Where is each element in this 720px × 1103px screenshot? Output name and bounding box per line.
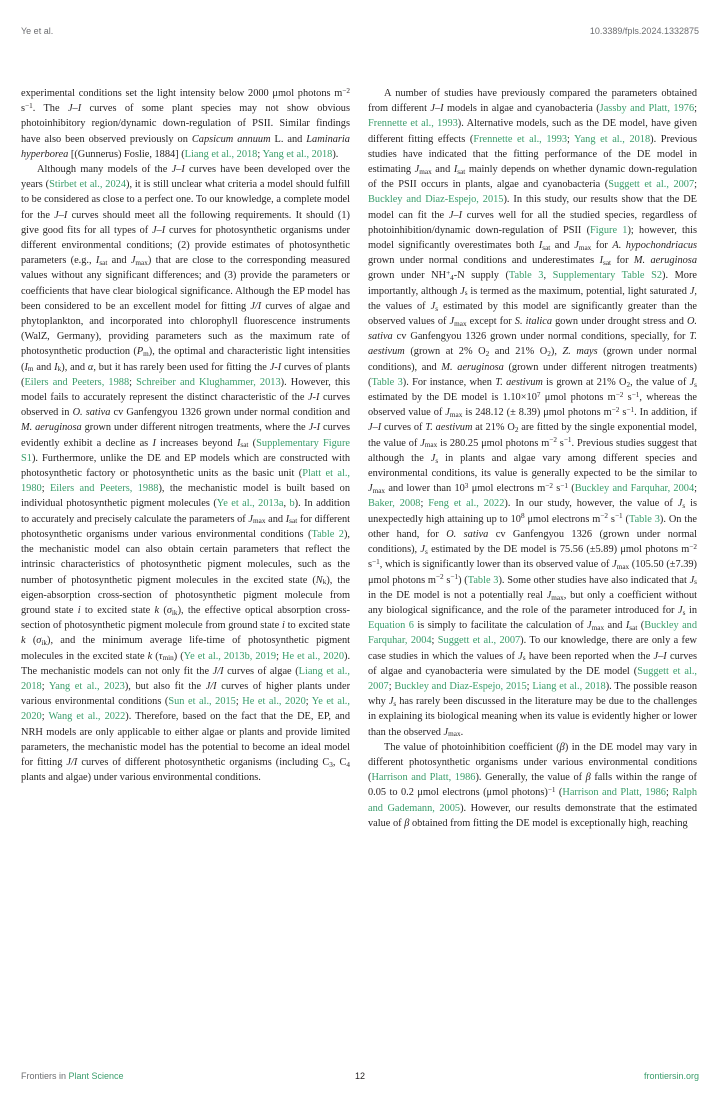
paragraph: experimental conditions set the light intensity below 2000 μmol photons $m^{-2}$ $s^{-1}$. The J–I curves of some plant species may not show obvious photoinhibitory region/dynamic down-regulation of PSII. Similar findings have also been observed previously on Capsicum annuum L. and Laminaria hyperborea [(Gunnerus) Foslie, 1884] (Liang et al., 2018; Yang et al., 2018). bbox=[21, 86, 350, 160]
citation-link[interactable]: Harrison and Platt, 1986 bbox=[371, 772, 476, 784]
citation-link[interactable]: Suggett et al., 2007 bbox=[368, 665, 697, 692]
citation-link[interactable]: Baker, 2008 bbox=[368, 498, 421, 510]
paragraph: The value of photoinhibition coefficient (β) in the DE model may vary in different photosynthetic organisms under various environmental conditions (Harrison and Platt, 1986). Generally, the value of β falls within the range of 0.05 to 0.2 μmol electrons (μmol photons)$^{-1}$ (Harrison and Platt, 1986; Ralph and Gademann, 2005). However, our results demonstrate that the estimated value of β obtained from fitting the DE model is exceptionally high, reaching bbox=[368, 741, 698, 829]
citation-link[interactable]: Ralph and Gademann, 2005 bbox=[368, 787, 697, 814]
citation-link[interactable]: Table 2 bbox=[311, 528, 344, 540]
citation-link[interactable]: Yang et al., 2018 bbox=[574, 133, 651, 145]
citation-link[interactable]: Suggett et al., 2007 bbox=[437, 635, 521, 647]
citation-link[interactable]: Frennette et al., 1993 bbox=[473, 133, 568, 145]
citation-link[interactable]: Ye et al., 2013a bbox=[216, 498, 284, 510]
footer-site-link[interactable]: frontiersin.org bbox=[643, 1071, 699, 1081]
citation-link[interactable]: Wang et al., 2022 bbox=[48, 711, 126, 723]
citation-link[interactable]: Table 3 bbox=[371, 376, 403, 388]
citation-link[interactable]: Yang et al., 2023 bbox=[48, 680, 125, 692]
citation-link[interactable]: Suggett et al., 2007 bbox=[608, 179, 695, 191]
citation-link[interactable]: Buckley and Diaz-Espejo, 2015 bbox=[394, 680, 527, 692]
citation-link[interactable]: Sun et al., 2015 bbox=[168, 696, 236, 708]
citation-link[interactable]: Frennette et al., 1993 bbox=[368, 118, 458, 130]
citation-link[interactable]: He et al., 2020 bbox=[242, 696, 306, 708]
citation-link[interactable]: Stirbet et al., 2024 bbox=[49, 179, 126, 191]
citation-link[interactable]: Table 3 bbox=[628, 513, 660, 525]
citation-link[interactable]: Eilers and Peeters, 1988 bbox=[49, 483, 159, 495]
citation-link[interactable]: Yang et al., 2018 bbox=[262, 148, 333, 160]
page-number: 12 bbox=[354, 1071, 365, 1081]
header-doi: 10.3389/fpls.2024.1332875 bbox=[589, 26, 699, 36]
citation-link[interactable]: Supplementary Table S2 bbox=[552, 270, 662, 282]
header-authors: Ye et al. bbox=[21, 26, 54, 36]
citation-link[interactable]: Liang et al., 2018 bbox=[21, 665, 350, 692]
right-column bbox=[368, 86, 697, 831]
citation-link[interactable]: Liang et al., 2018 bbox=[532, 680, 606, 692]
citation-link[interactable]: b bbox=[289, 498, 295, 510]
citation-link[interactable]: Eilers and Peeters, 1988 bbox=[24, 376, 130, 388]
citation-link[interactable]: Platt et al., 1980 bbox=[21, 468, 350, 495]
citation-link[interactable]: Buckley and Farquhar, 2004 bbox=[574, 483, 695, 495]
citation-link[interactable]: He et al., 2020 bbox=[282, 650, 344, 662]
citation-link[interactable]: Jassby and Platt, 1976 bbox=[599, 103, 695, 115]
citation-link[interactable]: Liang et al., 2018 bbox=[184, 148, 258, 160]
left-column bbox=[21, 86, 350, 785]
citation-link[interactable]: Harrison and Platt, 1986 bbox=[562, 787, 666, 799]
citation-link[interactable]: Supplementary Figure S1 bbox=[21, 437, 350, 464]
citation-link[interactable]: Buckley and Diaz-Espejo, 2015 bbox=[368, 194, 504, 206]
paragraph: Although many models of the J–I curves have been developed over the years (Stirbet et al., 2024), it is still unclear what criteria a model should fulfill to be considered as close to a perfect one. To our knowledge, a complete model for the J–I curves should meet all the following requirements. It should (1) give good fits for all types of J–I curves for photosynthetic organisms under different environmental conditions; (2) provide estimates of photosynthetic parameters (e.g., $I_{sat}$ and $J_{max}$) that are close to the corresponding measured values without any significant differences; and (3) provide the parameters or coefficients that have clear biological significance. Although the EP model has been considered to be an excellent model for fitting J/I curves of algae and phytoplankton, and incorporated into chlorophyll fluorescence instruments (WalZ, Germany), providing parameters such as the maximum rate of photosynthetic production $(P_m)$, the optimal and characteristic light intensities ($I_m$ and $I_k$), and α, but it has rarely been used for fitting the J-I curves of plants (Eilers and Peeters, 1988; Schreiber and Klughammer, 2013). However, this model fails to accurately represent the distinct characteristic of the J-I curves observed in O. sativa cv Ganfengyou 1326 grown under normal condition and M. aeruginosa grown under different nitrogen treatments, where the J-I curves evidently exhibit a decline as I increases beyond $I_{sat}$ (Supplementary Figure S1). Furthermore, unlike the DE and EP models which are constructed with photosynthetic factory or photosynthetic units as the basic unit (Platt et al., 1980; Eilers and Peeters, 1988), the mechanistic model is built based on individual photosynthetic pigment molecules (Ye et al., 2013a, b). In addition to accurately and precisely calculate the parameters of $J_{max}$ and $I_{sat}$ for different photosynthetic organisms under various environmental conditions (Table 2), the mechanistic model can also obtain certain parameters that reflect the intrinsic characteristics of photosynthetic pigment molecules, such as the number of photosynthetic pigment molecules in the excited state $(N_k)$, the eigen-absorption cross-section of photosynthetic pigment molecule from ground state i to excited state k $(\sigma_{ik})$, the effective optical absorption cross-section of photosynthetic pigment molecule from ground state i to excited state k $(\sigma_{ik})$, and the minimum average life-time of photosynthetic pigment molecules in the excited state k $(\tau_{min})$ (Ye et al., 2013b, 2019; He et al., 2020). The mechanistic models can not only fit the J/I curves of algae (Liang et al., 2018; Yang et al., 2023), but also fit the J/I curves of higher plants under various environmental conditions (Sun et al., 2015; He et al., 2020; Ye et al., 2020; Wang et al., 2022). Therefore, based on the fact that the DE, EP, and NRH models are only applicable to either algae or plants and provide limited parameters, the mechanistic model has the potential to become an ideal model for fitting J/I curves of different photosynthetic organisms (including $C_3$, $C_4$ plants and algae) under various environmental conditions. bbox=[21, 164, 351, 784]
citation-link[interactable]: Feng et al., 2022 bbox=[428, 498, 505, 510]
citation-link[interactable]: Equation 6 bbox=[368, 620, 414, 632]
citation-link[interactable]: Table 3 bbox=[508, 270, 544, 282]
citation-link[interactable]: Buckley and Farquhar, 2004 bbox=[368, 620, 698, 647]
footer-journal: Frontiers in Plant Science bbox=[21, 1071, 124, 1081]
citation-link[interactable]: Schreiber and Klughammer, 2013 bbox=[136, 376, 281, 388]
citation-link[interactable]: Figure 1 bbox=[590, 224, 628, 236]
paragraph: A number of studies have previously compared the parameters obtained from different J–I models in algae and cyanobacteria (Jassby and Platt, 1976; Frennette et al., 1993). Alternative models, such as the DE model, have given different fitting effects (Frennette et al., 1993; Yang et al., 2018). Previous studies have indicated that the fitting performance of the DE model in estimating $J_{max}$ and $I_{sat}$ mainly depends on whether dynamic down-regulation of the PSII occurs in plants, algae and cyanobacteria (Suggett et al., 2007; Buckley and Diaz-Espejo, 2015). In this study, our results show that the DE model can fit the J–I curves well for all the studied species, regardless of photoinhibition/dynamic down-regulation of PSII (Figure 1); however, this model significantly overestimates both $I_{sat}$ and $J_{max}$ for A. hypochondriacus grown under normal conditions and underestimates $I_{sat}$ for M. aeruginosa grown under $NH^+_4-N$ supply (Table 3, Supplementary Table S2). More importantly, although $J_s$ is termed as the maximum, potential, light saturated J, the values of $J_s$ estimated by this model are significantly greater than the observed values of $J_{max}$ except for S. italica gown under drought stress and O. sativa cv Ganfengyou 1326 grown under normal conditions, specially, for T. aestivum (grown at 2% $O_2$ and 21% $O_2$), Z. mays (grown under normal conditions), and M. aeruginosa (grown under different nitrogen treatments) (Table 3). For instance, when T. aestivum is grown at 21% $O_2$, the value of $J_s$ estimated by the DE model is $1.10\times 10^7$ μmol photons $m^{-2}$ $s^{-1}$, whereas the observed value of $J_{max}$ is 248.12 (± 8.39) μmol photons $m^{-2}$ $s^{-1}$. In addition, if J–I curves of T. aestivum at 21% $O_2$ are fitted by the single exponential model, the value of $J_{max}$ is 280.25 μmol photons $m^{-2}$ $s^{-1}$. Previous studies suggest that although the $J_s$ in plants and algae vary among different species and environmental conditions, its value is generally expected to be the similar to $J_{max}$ and lower than $10^3$ μmol electrons $m^{-2}$ $s^{-1}$ (Buckley and Farquhar, 2004; Baker, 2008; Feng et al., 2022). In our study, however, the value of $J_s$ is unexpectedly high attaining up to $10^8$ μmol electrons $m^{-2}$ $s^{-1}$ (Table 3). On the other hand, for O. sativa cv Ganfengyou 1326 (grown under normal conditions), $J_s$ estimated by the DE model is 75.56 (±5.89) μmol photons $m^{-2}$ $s^{-1}$, which is significantly lower than its observed value of $J_{max}$ (105.50 (±7.39) μmol photons $m^{-2}$ $s^{-1}$) (Table 3). Some other studies have also indicated that $J_s$ in the DE model is not a potentially real $J_{max}$, but only a coefficient without any biological significance, and the role of the parameter introduced for $J_s$ in Equation 6 is simply to facilitate the calculation of $J_{max}$ and $I_{sat}$ (Buckley and Farquhar, 2004; Suggett et al., 2007). To our knowledge, there are only a few case studies in which the values of $J_s$ have been reported when the J–I curves of algae and cyanobacteria were simulated by the DE model (Suggett et al., 2007; Buckley and Diaz-Espejo, 2015; Liang et al., 2018). The possible reason why $J_s$ has rarely been discussed in the literature may be due to the challenges in explaining its biological meaning when its value is evidently higher or lower than the observed $J_{max}$. bbox=[368, 88, 698, 739]
citation-link[interactable]: Table 3 bbox=[467, 574, 499, 586]
citation-link[interactable]: Ye et al., 2020 bbox=[21, 696, 350, 723]
citation-link[interactable]: Ye et al., 2013b, 2019 bbox=[183, 650, 277, 662]
